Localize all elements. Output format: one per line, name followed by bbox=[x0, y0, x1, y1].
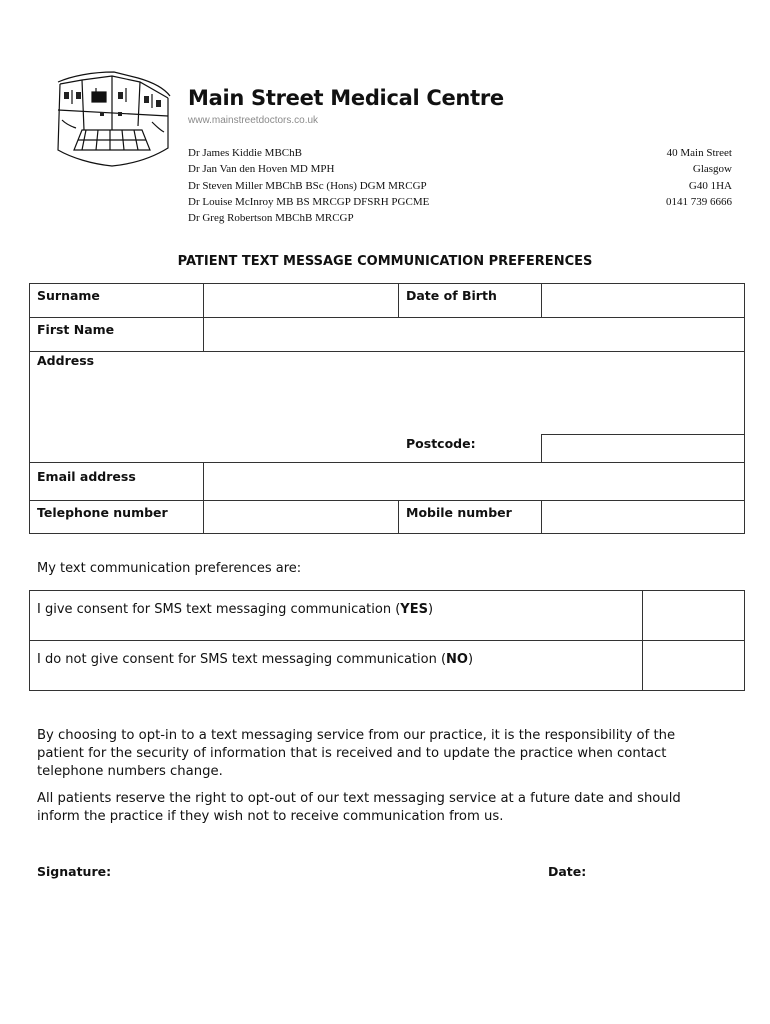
email-field[interactable] bbox=[204, 463, 744, 500]
date-field[interactable] bbox=[592, 858, 742, 884]
doctor-entry: Dr Steven Miller MBChB BSc (Hons) DGM MRCGP bbox=[188, 179, 427, 192]
doctor-entry: Dr Greg Robertson MBChB MRCGP bbox=[188, 212, 354, 225]
dob-label: Date of Birth bbox=[406, 288, 497, 303]
address-line: 40 Main Street bbox=[666, 147, 732, 159]
surname-label: Surname bbox=[37, 288, 100, 303]
postcode-field[interactable] bbox=[542, 435, 744, 462]
form-title: PATIENT TEXT MESSAGE COMMUNICATION PREFERENCES bbox=[177, 254, 593, 269]
doctors-list bbox=[188, 145, 429, 226]
mobile-label: Mobile number bbox=[406, 505, 512, 520]
practice-address bbox=[666, 145, 732, 210]
practice-name: Main Street Medical Centre bbox=[188, 86, 504, 110]
dob-field[interactable] bbox=[542, 284, 744, 317]
mobile-field[interactable] bbox=[542, 501, 744, 533]
signature-field[interactable] bbox=[120, 858, 520, 884]
first-name-label: First Name bbox=[37, 322, 115, 337]
doctor-entry: Dr Louise McInroy MB BS MRCGP DFSRH PGCME bbox=[188, 195, 430, 208]
preferences-intro: My text communication preferences are: bbox=[37, 561, 302, 576]
email-label: Email address bbox=[37, 469, 136, 484]
doctor-entry: Dr Jan Van den Hoven MD MPH bbox=[188, 163, 335, 176]
postcode-label: Postcode: bbox=[406, 436, 476, 451]
telephone-label: Telephone number bbox=[37, 505, 168, 520]
signature-label: Signature: bbox=[37, 864, 112, 879]
opt-out-note: All patients reserve the right to opt-out of our text messaging service at a future date and should inform the practice if they wish not to receive communication from us. bbox=[37, 791, 681, 824]
phone-number: 0141 739 6666 bbox=[666, 195, 732, 208]
practice-website: www.mainstreetdoctors.co.uk bbox=[188, 115, 319, 126]
telephone-field[interactable] bbox=[204, 501, 397, 533]
address-line: Glasgow bbox=[692, 163, 732, 176]
consent-no-checkbox[interactable] bbox=[643, 641, 744, 690]
address-line: G40 1HA bbox=[688, 179, 732, 192]
surname-field[interactable] bbox=[204, 284, 397, 317]
practice-building-logo bbox=[52, 70, 174, 174]
first-name-field[interactable] bbox=[204, 318, 744, 351]
address-field[interactable] bbox=[30, 370, 744, 432]
doctor-entry: Dr James Kiddie MBChB bbox=[188, 147, 302, 159]
responsibility-note: By choosing to opt-in to a text messaging service from our practice, it is the responsibility of the patient for the security of information that is received and to update the practice when contact telephone numbers change. bbox=[37, 728, 676, 779]
date-label: Date: bbox=[548, 864, 587, 879]
consent-no-text: I do not give consent for SMS text messaging communication (NO) bbox=[37, 652, 474, 667]
address-label: Address bbox=[37, 353, 95, 368]
consent-yes-text: I give consent for SMS text messaging communication (YES) bbox=[37, 602, 434, 617]
consent-yes-checkbox[interactable] bbox=[643, 591, 744, 640]
